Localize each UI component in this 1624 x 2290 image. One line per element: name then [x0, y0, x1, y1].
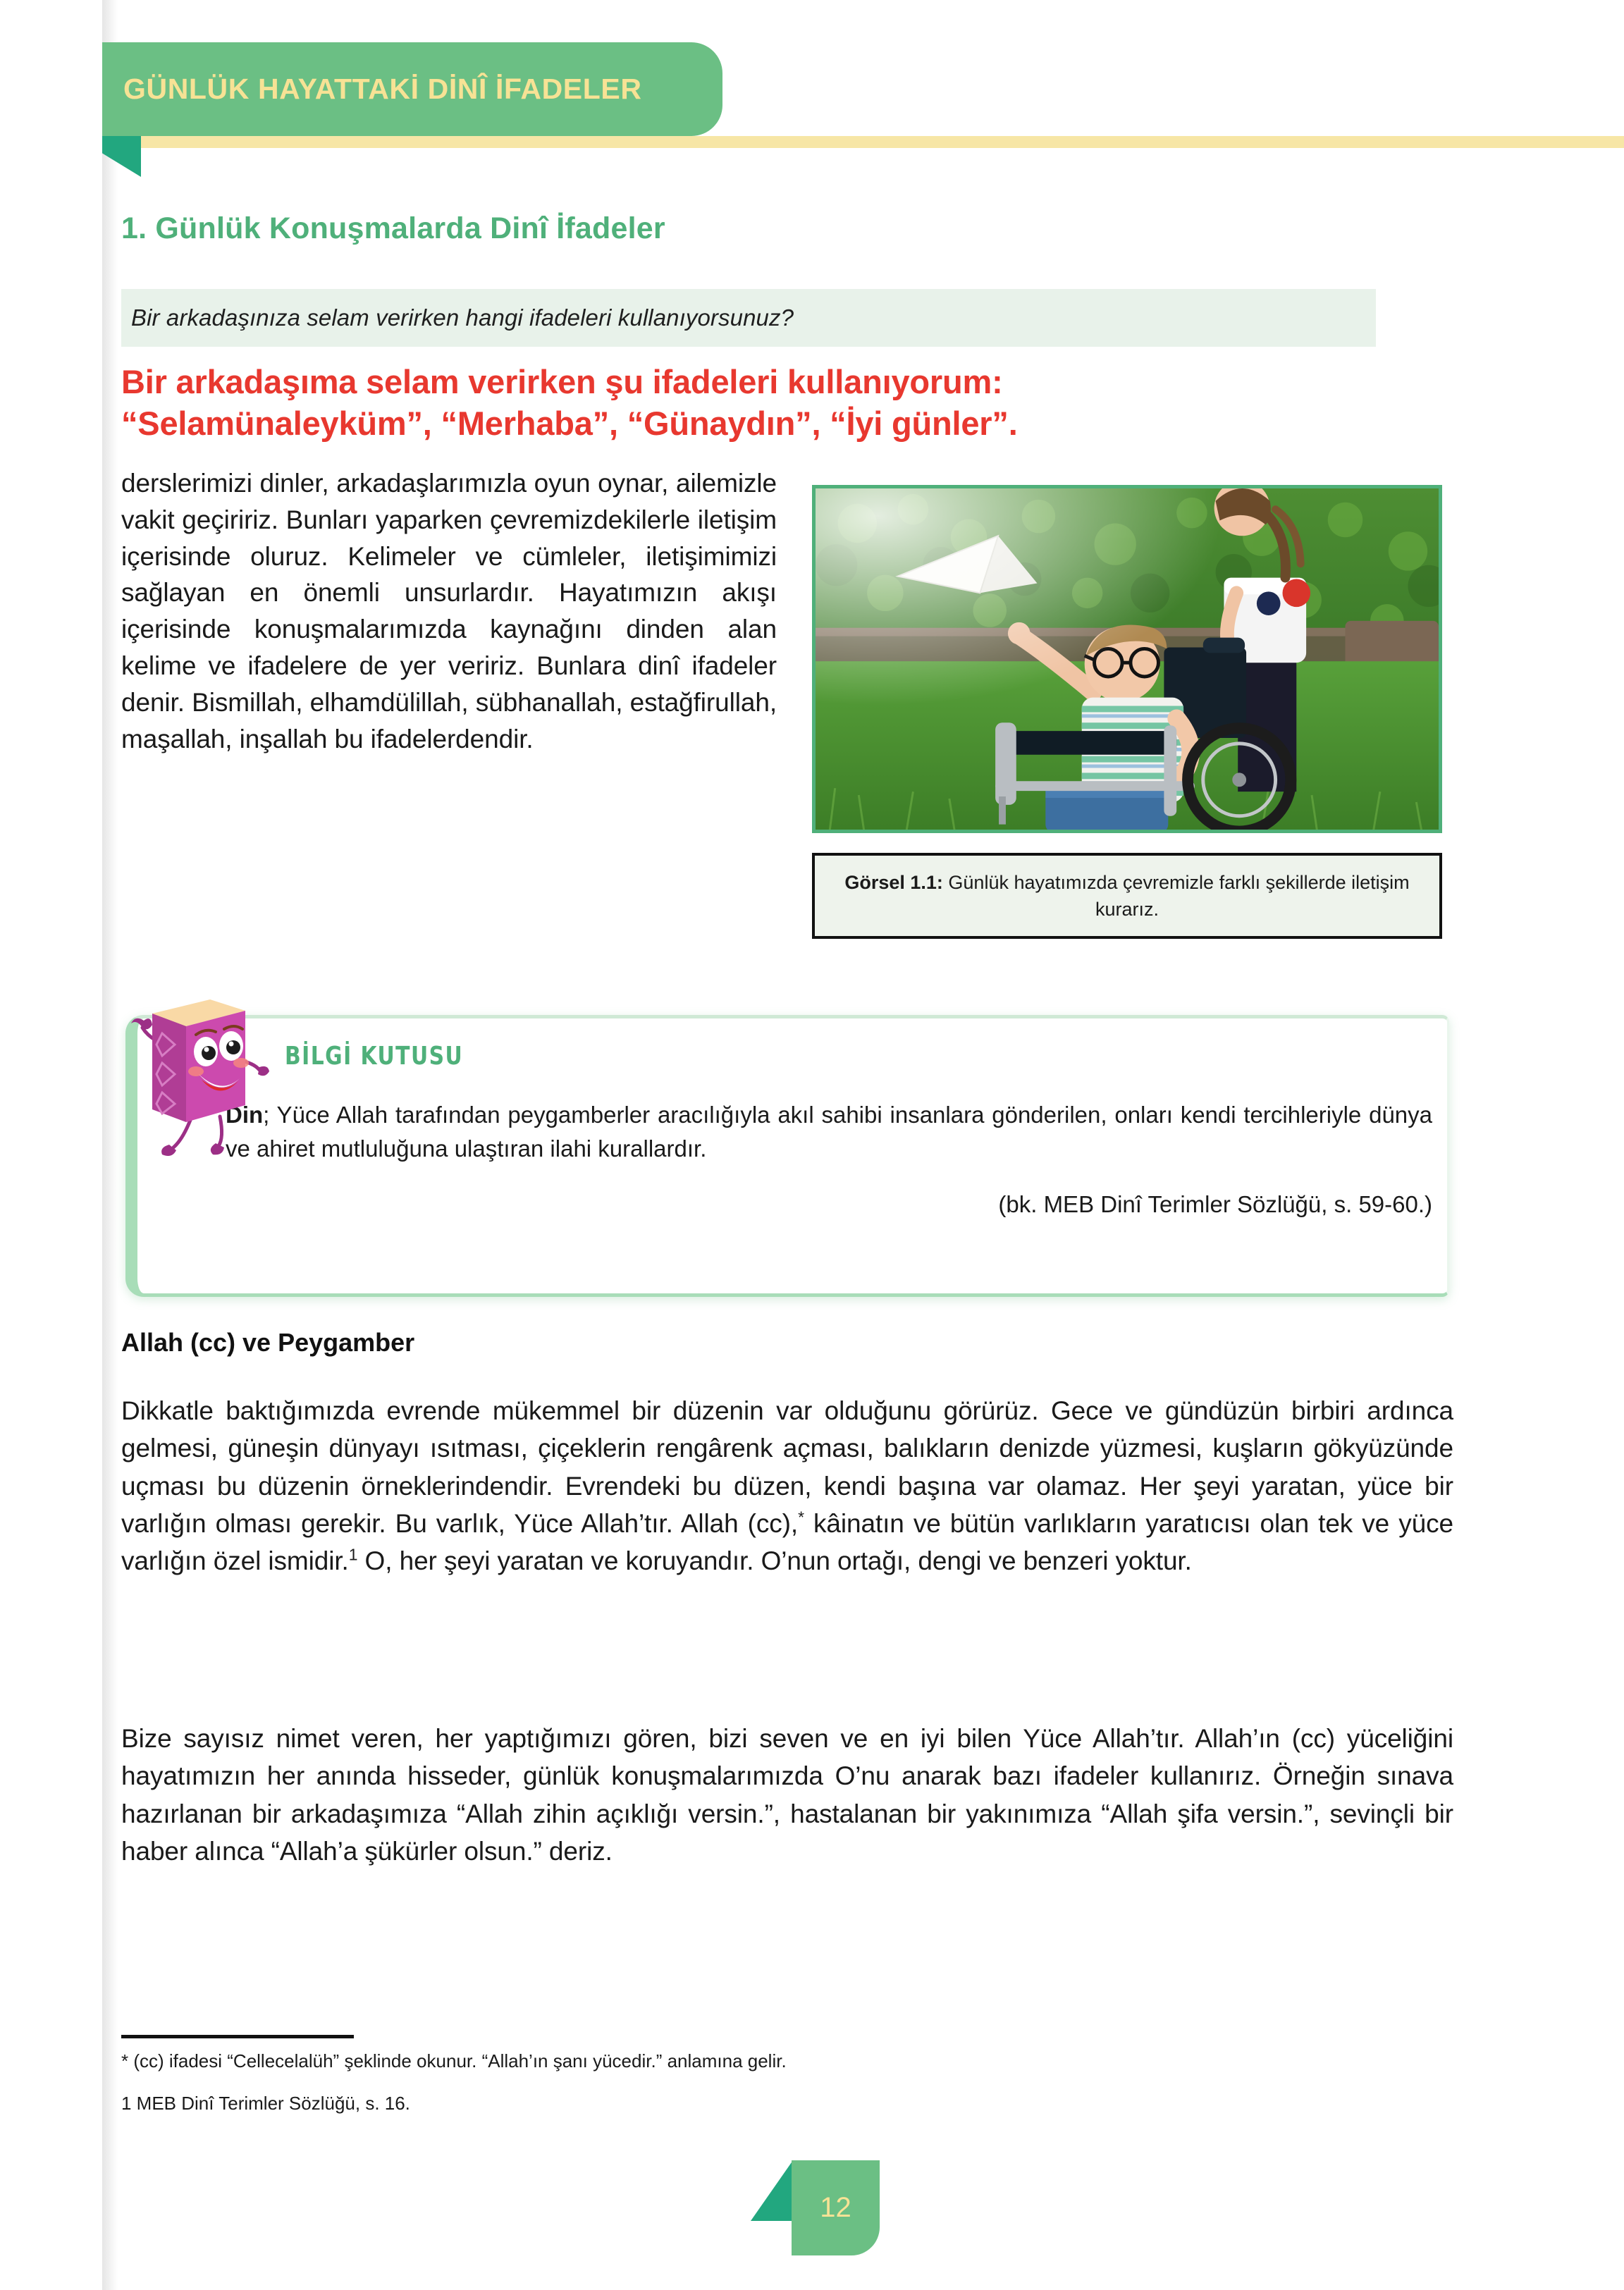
figure-image [812, 485, 1442, 833]
footnote-divider [121, 2035, 354, 2038]
paragraph-1-part-a: Dikkatle baktığımızda evrende mükemmel bir düzenin var olduğunu görürüz. Gece ve gündüzün birbiri ardınca gelmesi, güneşin dünyayı ısıtması, çiçeklerin rengârenk açması, balıkların denizde yüzmesi, kuşların gökyüzünde uçması bu düzenin örneklerindendir. Evrendeki bu düzen, kendi başına var olamaz. Her şeyi yaratan, yüce bir varlığın olması gerekir. Bu varlık, Yüce Allah’tır. Allah (cc), [121, 1396, 1453, 1538]
intro-paragraph: derslerimizi dinler, arkadaşlarımızla oyun oynar, ailemizle vakit geçiririz. Bunları yaparken çevremizdekilerle iletişim içerisinde oluruz. Kelimeler ve cümleler, iletişimimizi sağlayan en önemli unsurlardır. Hayatımızın akışı içerisinde konuşmalarımızda kaynağını dinden alan kelime ve ifadelere de yer veririz. Bunlara dinî ifadeler denir. Bismillah, elhamdülillah, sübhanallah, estağfirullah, maşallah, inşallah bu ifadelerdendir. [121, 469, 777, 753]
body-paragraph-1 [121, 1392, 1453, 1580]
page-number-value: 12 [820, 2192, 851, 2223]
page-number-badge [751, 2160, 920, 2273]
info-box-definition-text: ; Yüce Allah tarafından peygamberler aracılığıyla akıl sahibi insanlara gönderilen, onları kendi tercihleriyle dünya ve ahiret mutluluğuna ulaştıran ilahi kurallardır. [226, 1102, 1432, 1162]
figure-caption [812, 853, 1442, 939]
body-paragraph-2: Bize sayısız nimet veren, her yaptığımızı gören, bizi seven ve en iyi bilen Yüce Allah’tır. Allah’ın (cc) yüceliğini hayatımızın her anında hisseder, günlük konuşmalarımızda O’nu anarak bazı ifadeler kullanırız. Örneğin sınava hazırlanan bir arkadaşımıza “Allah zihin açıklığı versin.”, hastalanan bir yakınımıza “Allah şifa versin.”, sevinçli bir haber alınca “Allah’a şükürler olsun.” deriz. [121, 1724, 1453, 1866]
unit-title: GÜNLÜK HAYATTAKİ DİNÎ İFADELER [123, 73, 642, 105]
book-character-illustration [121, 992, 269, 1162]
question-prompt-box [121, 289, 1376, 347]
page-spine-shadow [102, 0, 118, 2290]
info-box-title: BİLGİ KUTUSU [285, 1042, 464, 1071]
info-box-definition [226, 1098, 1432, 1166]
question-prompt-text: Bir arkadaşınıza selam verirken hangi ifadeleri kullanıyorsunuz? [131, 304, 794, 331]
footnote-one: 1 MEB Dinî Terimler Sözlüğü, s. 16. [121, 2093, 410, 2114]
banner-shape [102, 42, 722, 136]
paragraph-1-part-c: O, her şeyi yaratan ve koruyandır. O’nun ortağı, dengi ve benzeri yoktur. [357, 1546, 1192, 1576]
figure-caption-text: Günlük hayatımızda çevremizle farklı şekillerde iletişim kurarız. [942, 871, 1410, 920]
student-answer-overlay [121, 361, 1446, 444]
info-box-source: (bk. MEB Dinî Terimler Sözlüğü, s. 59-60.) [998, 1191, 1432, 1217]
paragraph-1-part-b: kâinatın ve bütün varlıkların yaratıcısı olan tek ve yüce varlığın özel ismidir. [121, 1508, 1453, 1576]
section-heading: 1. Günlük Konuşmalarda Dinî İfadeler [121, 211, 665, 245]
footnote-star: * (cc) ifadesi “Cellecelalüh” şeklinde okunur. “Allah’ın şanı yücedir.” anlamına gelir. [121, 2050, 787, 2072]
page-number-fold [751, 2160, 793, 2221]
book-mascot-icon [121, 992, 269, 1162]
banner-yellow-rule [141, 136, 1624, 148]
answer-line-1: Bir arkadaşıma selam verirken şu ifadeleri kullanıyorum: [121, 363, 1003, 400]
figure-caption-label: Görsel 1.1: [844, 871, 943, 893]
footnote-marker-star: * [798, 1508, 804, 1527]
page-header-banner [0, 42, 1624, 155]
footnote-marker-one: 1 [348, 1545, 358, 1564]
page-number-box [792, 2160, 880, 2255]
info-box-term: Din [226, 1102, 264, 1128]
figure-illustration [816, 488, 1439, 832]
answer-line-2: “Selamünaleyküm”, “Merhaba”, “Günaydın”, “İyi günler”. [121, 405, 1018, 443]
subsection-heading: Allah (cc) ve Peygamber [121, 1328, 415, 1357]
